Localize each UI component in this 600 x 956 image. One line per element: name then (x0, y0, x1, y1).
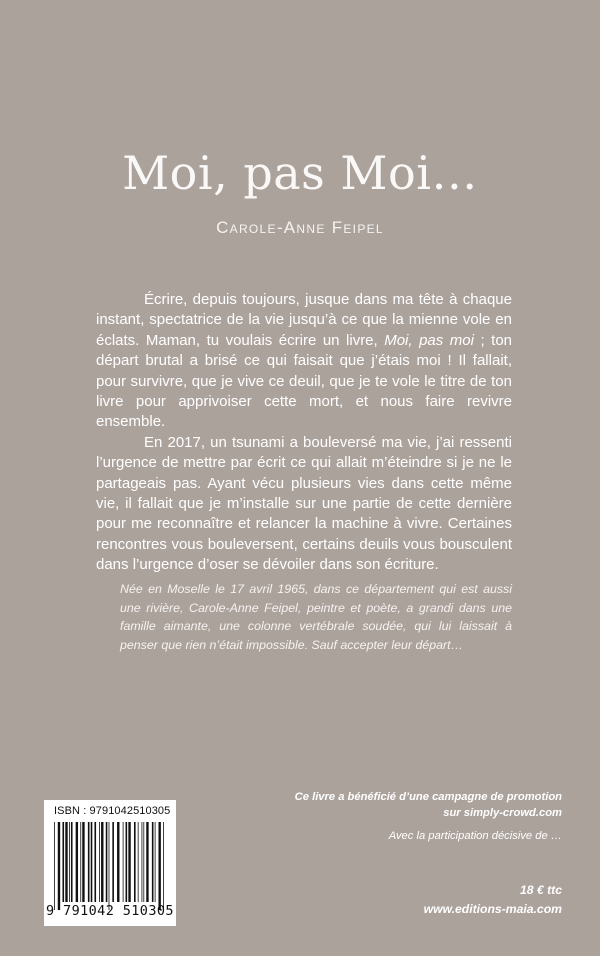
barcode-bar (58, 822, 60, 910)
barcode-bar (54, 822, 55, 910)
barcode-bar (62, 822, 64, 902)
barcode-bar (163, 822, 164, 910)
barcode-bar (146, 822, 148, 902)
barcode-bar (126, 822, 128, 902)
barcode-bar (71, 822, 73, 902)
author-bio: Née en Moselle le 17 avril 1965, dans ce département qui est aussi une rivière, Carole-Anne Feipel, peintre et poète, a grandi dans une famille aimante, une colonne vertébrale soudée, qui lui laissait à penser que rien n’était impossible. Sauf accepter leur départ… (120, 582, 512, 652)
barcode-bar (80, 822, 81, 902)
synopsis-paragraph-2: En 2017, un tsunami a bouleversé ma vie, j’ai ressenti l’urgence de mettre par écrit ce qui allait m’éteindre si je ne le partageais pas. Ayant vécu plusieurs vies dans cette même vie, il fallait que je m’installe sur une partie de cette dernière pour me reconnaître et relancer la machine à vivre. Certaines rencontres vous bouleversent, certains deuils vous bousculent dans l’urgence d’oser se dévoiler dans son écriture. (96, 433, 512, 574)
barcode-bar (94, 822, 96, 902)
barcode-bar (88, 822, 90, 902)
participation-text: Avec la participation décisive de … (388, 830, 562, 842)
barcode-bar (109, 822, 110, 910)
barcode (44, 800, 176, 926)
publisher-website: www.editions-maia.com (423, 902, 562, 916)
promo-line-1: Ce livre a bénéficié d’une campagne de promotion (294, 791, 562, 803)
barcode-bar (99, 822, 100, 902)
barcode-bar (117, 822, 119, 902)
isbn-label: ISBN : 9791042510305 (54, 805, 171, 817)
synopsis-book-title: Moi, pas moi (384, 331, 474, 349)
barcode-bar (158, 822, 160, 910)
synopsis-paragraph-1-text: Écrire, depuis toujours, jusque dans ma tête à chaque instant, spectatrice de la vie jusqu’à ce que la mienne vole en éclats. Maman, tu voulais écrire un livre, (96, 291, 512, 349)
barcode-bar (143, 822, 144, 902)
barcode-bar (82, 822, 84, 902)
promo-line-2: sur simply-crowd.com (443, 807, 562, 819)
barcode-bar (142, 822, 143, 902)
barcode-bar (152, 822, 154, 902)
barcode-bar (106, 822, 108, 902)
barcode-bar (155, 822, 156, 902)
barcode-digits: 9 791042 510305 (46, 903, 174, 919)
barcode-bar (138, 822, 139, 902)
barcode-bar (134, 822, 136, 902)
barcode-bar (91, 822, 93, 902)
synopsis (96, 290, 512, 576)
price: 18 € ttc (519, 883, 562, 897)
barcode-bars (54, 822, 166, 910)
barcode-bar (69, 822, 70, 902)
book-title: Moi, pas Moi… (122, 146, 478, 200)
promo-text (262, 789, 562, 821)
barcode-bar (101, 822, 103, 902)
author-name: Carole-Anne Feipel (216, 218, 384, 237)
barcode-bar (76, 822, 78, 902)
barcode-bar (112, 822, 114, 902)
synopsis-paragraph-1-rest: ; ton départ brutal a brisé ce qui faisait que j’étais moi ! Il fallait, pour survivre, que je vive ce deuil, que je te vole le titre de ton livre pour apprivoiser cette mort, et nous faire revivre ensemble. (96, 331, 513, 431)
barcode-bar (123, 822, 124, 902)
barcode-bar (128, 822, 130, 902)
synopsis-paragraph-1 (96, 290, 512, 433)
barcode-bar (65, 822, 67, 902)
